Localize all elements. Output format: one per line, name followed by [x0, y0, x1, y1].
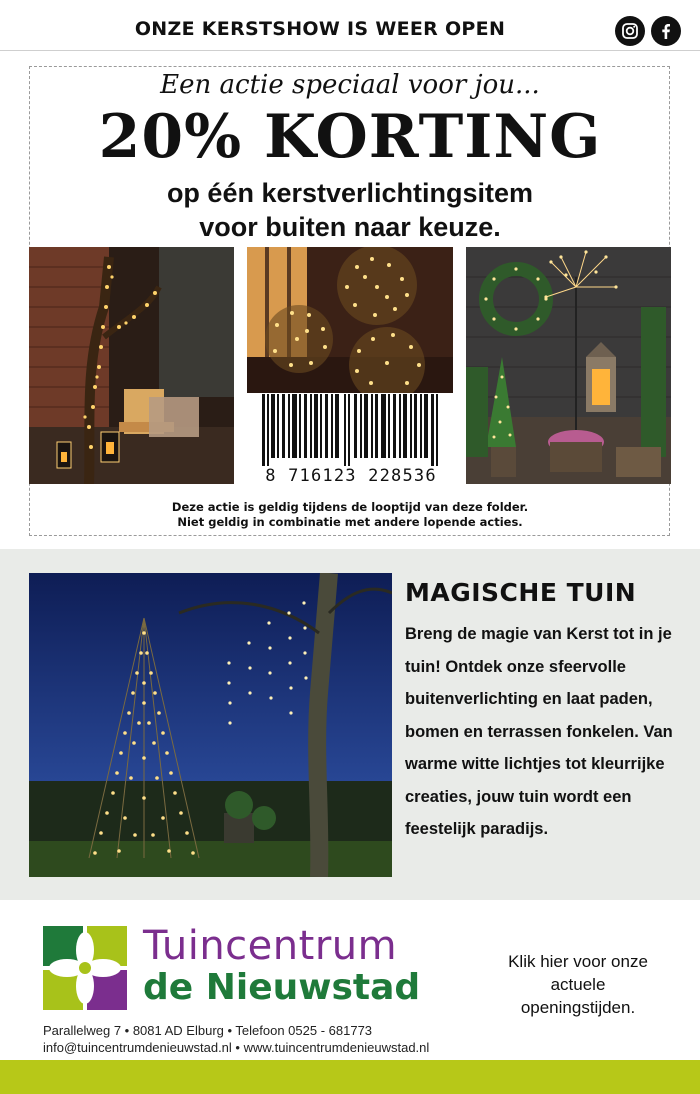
coupon-subline-1: op één kerstverlichtingsitem	[166, 178, 534, 208]
facebook-icon[interactable]	[651, 16, 681, 46]
coupon-tagline: Een actie speciaal voor jou...	[160, 70, 540, 100]
bottom-color-band	[0, 1060, 700, 1094]
feature-text: Breng de magie van Kerst tot in je tuin! Ontdek onze sfeervolle buitenverlichting en laat paden, bomen en terrassen fonkelen. Van warme witte lichtjes tot kleurrijke creaties, jouw tuin wordt een feestelijk paradijs.	[405, 625, 673, 838]
brand-logo-icon	[43, 926, 127, 1010]
header-title: ONZE KERSTSHOW IS WEER OPEN	[134, 18, 506, 40]
coupon-subline-2: voor buiten naar keuze.	[199, 212, 501, 242]
opening-hours-link[interactable]: Klik hier voor onze actuele openingstijden.	[508, 952, 648, 1017]
coupon-terms-2: Niet geldig in combinatie met andere lopende acties.	[177, 515, 523, 529]
photo-light-balls	[247, 247, 453, 393]
coupon-terms-1: Deze actie is geldig tijdens de looptijd van deze folder.	[171, 500, 529, 514]
coupon-discount: 20% KORTING	[98, 102, 602, 172]
barcode-number: 8 716123 228536	[265, 466, 437, 486]
instagram-icon[interactable]	[615, 16, 645, 46]
brand-name-line-1: Tuincentrum	[143, 923, 398, 969]
address-line-1: Parallelweg 7 • 8081 AD Elburg • Telefoon 0525 - 681773	[43, 1023, 373, 1038]
photo-lit-tree-terrace	[29, 247, 234, 484]
feature-title: MAGISCHE TUIN	[405, 578, 637, 607]
brand-name-line-2: de Nieuwstad	[143, 967, 421, 1008]
address-line-2[interactable]: info@tuincentrumdenieuwstad.nl • www.tuincentrumdenieuwstad.nl	[43, 1040, 430, 1055]
top-header	[0, 0, 700, 51]
photo-wreath-lantern	[466, 247, 671, 484]
photo-garden-light-tree	[29, 573, 392, 877]
